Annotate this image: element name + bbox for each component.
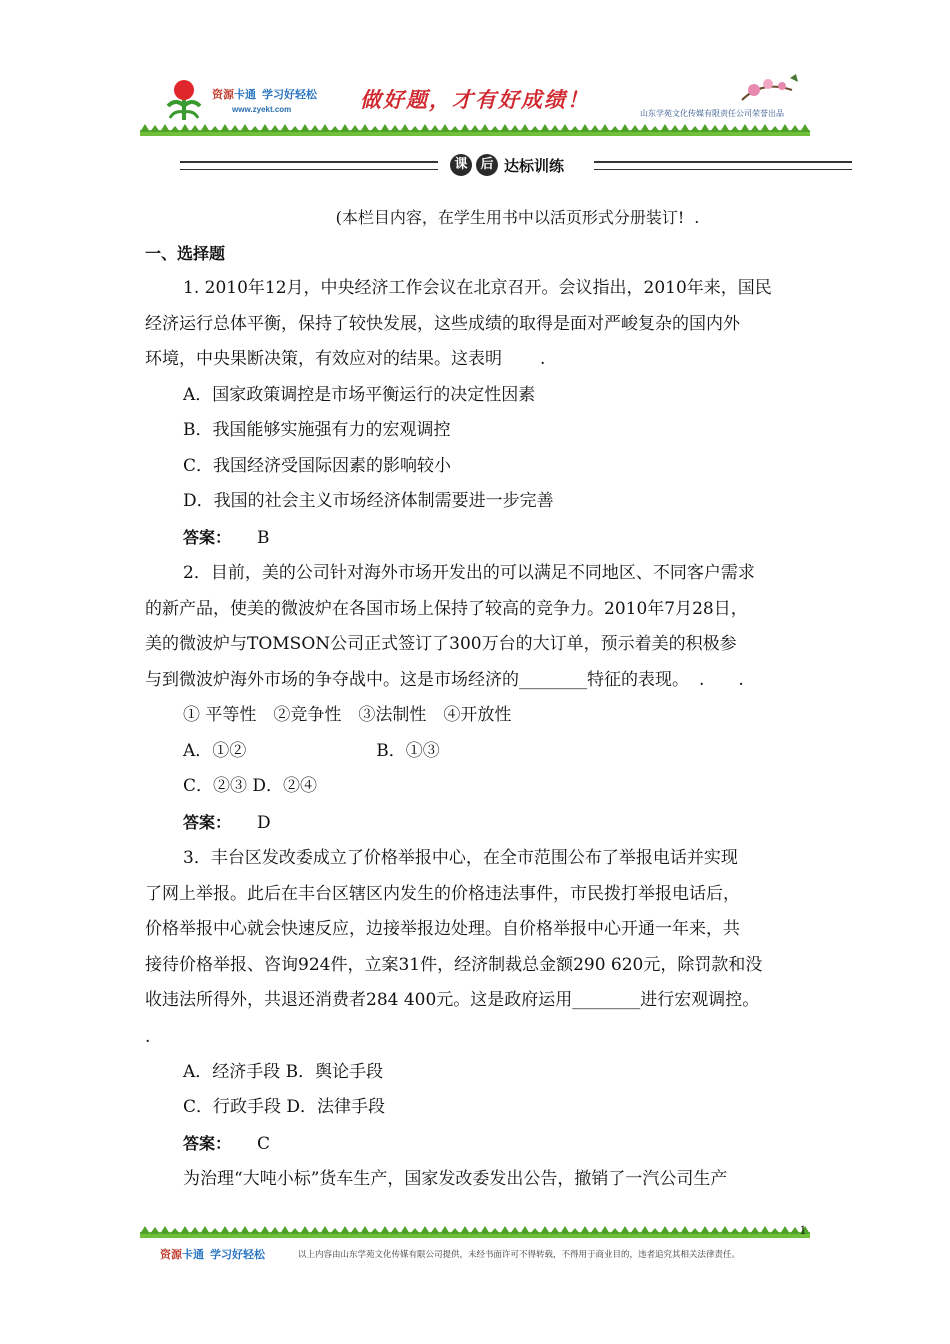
q1-option-b: B．我国能够实施强有力的宏观调控: [183, 420, 451, 440]
footer-copyright: 以上内容由山东学苑文化传媒有限公司提供，未经书面许可不得转载，不得用于商业目的，违者追究其相关法律责任。: [298, 1250, 741, 1260]
binding-note: (本栏目内容，在学生用书中以活页形式分册装订! .: [335, 208, 700, 227]
page-header: [140, 64, 810, 136]
banner-title: 达标训练: [504, 157, 565, 175]
banner-char-1: 课: [450, 154, 472, 176]
q2-stem-line: 美的微波炉与TOMSON公司正式签订了300万台的大订单，预示着美的积极参: [145, 634, 737, 654]
site-url: www.zyekt.com: [232, 105, 292, 114]
q1-option-a: A．国家政策调控是市场平衡运行的决定性因素: [183, 384, 536, 405]
q3-stem-line: 价格举报中心就会快速反应，边接举报边处理。自价格举报中心开通一年来，共: [145, 919, 740, 939]
q2-stem-line: 2．目前，美的公司针对海外市场开发出的可以满足不同地区、不同客户需求: [183, 563, 755, 583]
header-slogan: 做好题，才有好成绩！: [360, 88, 590, 112]
footer-brand: 资源卡通 学习好轻松: [160, 1249, 265, 1261]
section-banner: [180, 152, 852, 182]
q3-options-ab: A．经济手段 B．舆论手段: [183, 1061, 384, 1082]
q1-stem-line: 经济运行总体平衡，保持了较快发展，这些成绩的取得是面对严峻复杂的国内外: [145, 313, 740, 334]
brand-logo-icon: [162, 76, 206, 122]
section-heading: 一、选择题: [145, 243, 226, 263]
brand-name: 资源卡通 学习好轻松: [212, 89, 317, 101]
q3-answer: 答案： C: [183, 1133, 271, 1154]
q3-stem-line: 3．丰台区发改委成立了价格举报中心，在全市范围公布了举报电话并实现: [183, 848, 738, 868]
q4-stem-line: 为治理“大吨小标”货车生产，国家发改委发出公告，撤销了一汽公司生产: [183, 1169, 728, 1189]
banner-char-2: 后: [476, 154, 498, 176]
q1-stem-line: 环境，中央果断决策，有效应对的结果。这表明 .: [145, 349, 546, 369]
q2-options-cd: C．②③ D．②④: [183, 776, 318, 796]
flower-decoration-icon: [732, 70, 804, 112]
page-footer: [140, 1222, 810, 1276]
q2-stem-line: 的新产品，使美的微波炉在各国市场上保持了较高的竞争力。2010年7月28日，: [145, 598, 748, 619]
q2-items: ① 平等性 ②竞争性 ③法制性 ④开放性: [183, 705, 512, 725]
page-number: 1: [799, 1222, 806, 1237]
q3-stem-line: 收违法所得外，共退还消费者284 400元。这是政府运用________进行宏观调控。: [145, 990, 760, 1010]
banner-badge: [438, 152, 594, 180]
q1-option-c: C．我国经济受国际因素的影响较小: [183, 455, 452, 476]
q2-answer: 答案： D: [183, 812, 271, 833]
stray-dot: .: [145, 1026, 151, 1047]
company-credit: 山东学苑文化传媒有限责任公司荣誉出品: [640, 109, 784, 118]
q1-answer: 答案： B: [183, 527, 270, 548]
q3-stem-line: 了网上举报。此后在丰台区辖区内发生的价格违法事件，市民拨打举报电话后，: [145, 883, 740, 904]
document-body: [145, 200, 810, 1198]
grass-border-icon: [140, 124, 810, 136]
q1-stem-line: 1. 2010年12月，中央经济工作会议在北京召开。会议指出，2010年来，国民: [183, 278, 772, 298]
q2-options-ab: A．①② B．①③: [183, 740, 440, 761]
q3-options-cd: C．行政手段 D．法律手段: [183, 1097, 386, 1117]
q3-stem-line: 接待价格举报、咨询924件，立案31件，经济制裁总金额290 620元，除罚款和没: [145, 954, 763, 975]
q2-stem-line: 与到微波炉海外市场的争夺战中。这是市场经济的________特征的表现。 . .: [145, 669, 744, 690]
q1-option-d: D．我国的社会主义市场经济体制需要进一步完善: [183, 491, 554, 511]
footer-grass-border-icon: [140, 1226, 810, 1238]
